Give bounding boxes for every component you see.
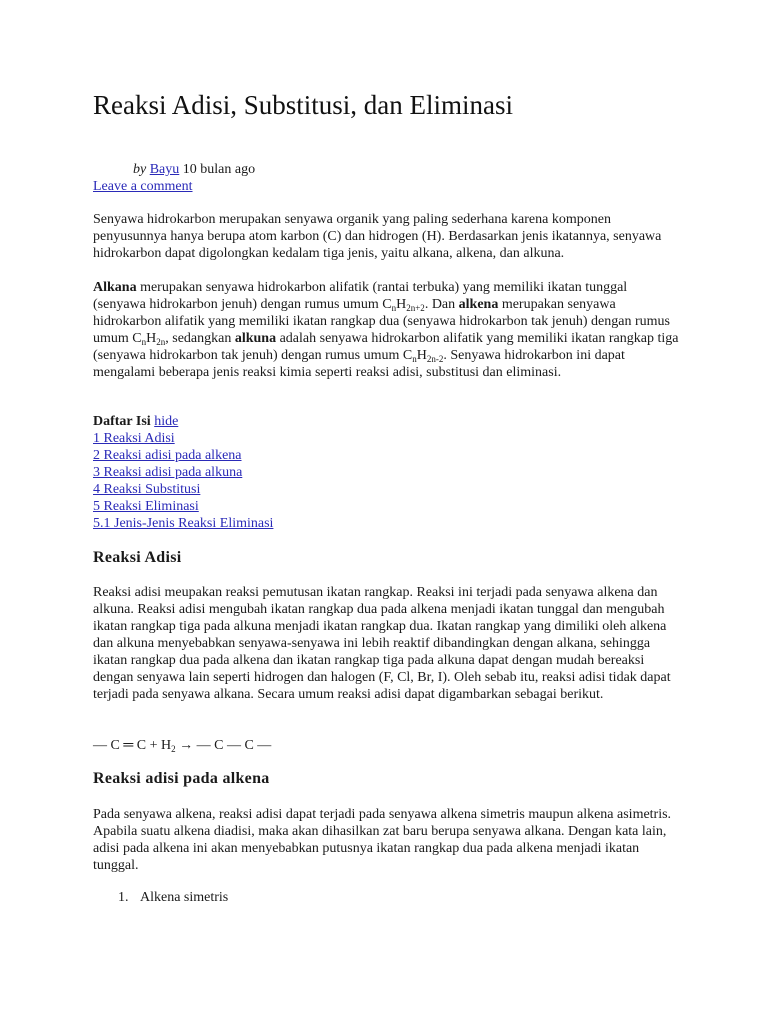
byline-prefix: by xyxy=(133,162,147,177)
toc-item-adisi-alkuna[interactable]: 3 Reaksi adisi pada alkuna xyxy=(93,465,243,480)
byline xyxy=(133,161,255,178)
term-alkuna: alkuna xyxy=(234,331,277,346)
hydrocarbon-paragraph: Alkana merupakan senyawa hidrokarbon alifatik (rantai terbuka) yang memiliki ikatan tunggal (senyawa hidrokarbon jenuh) dengan rumus umum $C_nH_{2n+2}$. Dan alkena merupakan senyawa hidrokarbon alifatik yang memiliki ikatan rangkap dua (senyawa hidrokarbon tak jenuh) dengan rumus umum $C_nH_{2n}$, sedangkan alkuna adalah senyawa hidrokarbon alifatik yang memiliki ikatan rangkap tiga (senyawa hidrokarbon tak jenuh) dengan rumus umum $C_nH_{2n-2}$. Senyawa hidrokarbon ini dapat mengalami beberapa jenis reaksi kimia seperti reaksi adisi, substitusi dan eliminasi. xyxy=(93,280,679,380)
term-alkana: Alkana xyxy=(93,280,137,295)
toc-header xyxy=(93,413,273,430)
toc-hide-link[interactable]: hide xyxy=(154,414,179,429)
addition-equation: — C ═ $C + H_2$ → — C — C — xyxy=(93,738,272,754)
list-item-text: Alkena simetris xyxy=(140,890,229,905)
reaksi-adisi-paragraph: Reaksi adisi meupakan reaksi pemutusan ikatan rangkap. Reaksi ini terjadi pada senyawa alkena dan alkuna. Reaksi adisi mengubah ikatan rangkap dua pada alkena menjadi ikatan tunggal dan mengubah ikatan rangkap tiga pada alkuna menjadi ikatan rangkap dua. Ikatan rangkap yang dimiliki oleh alkena dan alkuna menyebabkan senyawa-senyawa ini lebih reaktif dibandingkan dengan alkana, sehingga ikatan rangkap dua pada alkena dan ikatan rangkap tiga pada alkuna dapat dengan mudah bereaksi dengan senyawa lain seperti hidrogen dan halogen (F, Cl, Br, I). Oleh sebab itu, reaksi adisi tidak dapat terjadi pada senyawa alkana. Secara umum reaksi adisi dapat digambarkan sebagai berikut. xyxy=(93,585,671,702)
leave-comment-link[interactable]: Leave a comment xyxy=(93,179,193,194)
toc-title: Daftar Isi xyxy=(93,414,151,429)
term-alkena: alkena xyxy=(458,297,499,312)
toc-item-reaksi-adisi[interactable]: 1 Reaksi Adisi xyxy=(93,431,175,446)
post-time: 10 bulan ago xyxy=(182,162,256,177)
toc-item-adisi-alkena[interactable]: 2 Reaksi adisi pada alkena xyxy=(93,448,242,463)
table-of-contents xyxy=(93,413,273,532)
toc-item-jenis-eliminasi[interactable]: 5.1 Jenis-Jenis Reaksi Eliminasi xyxy=(93,516,274,531)
intro-paragraph: Senyawa hidrokarbon merupakan senyawa organik yang paling sederhana karena komponen penyusunnya hanya berupa atom karbon (C) dan hidrogen (H). Berdasarkan jenis ikatannya, senyawa hidrokarbon dapat digolongkan kedalam tiga jenis, yaitu alkana, alkena, dan alkuna. xyxy=(93,212,662,261)
section-heading-reaksi-adisi: Reaksi Adisi xyxy=(93,549,182,566)
author-link[interactable]: Bayu xyxy=(149,162,180,177)
toc-item-substitusi[interactable]: 4 Reaksi Substitusi xyxy=(93,482,201,497)
adisi-alkena-paragraph: Pada senyawa alkena, reaksi adisi dapat terjadi pada senyawa alkena simetris maupun alkena asimetris. Apabila suatu alkena diadisi, maka akan dihasilkan zat baru berupa senyawa alkana. Dengan kata lain, adisi pada alkena ini akan menyebabkan putusnya ikatan rangkap dua pada alkena menjadi ikatan tunggal. xyxy=(93,807,672,873)
list-item xyxy=(118,889,228,906)
toc-item-eliminasi[interactable]: 5 Reaksi Eliminasi xyxy=(93,499,199,514)
section-heading-adisi-alkena: Reaksi adisi pada alkena xyxy=(93,770,270,787)
list-item-number: 1. xyxy=(118,890,129,905)
page-title: Reaksi Adisi, Substitusi, dan Eliminasi xyxy=(93,90,514,120)
